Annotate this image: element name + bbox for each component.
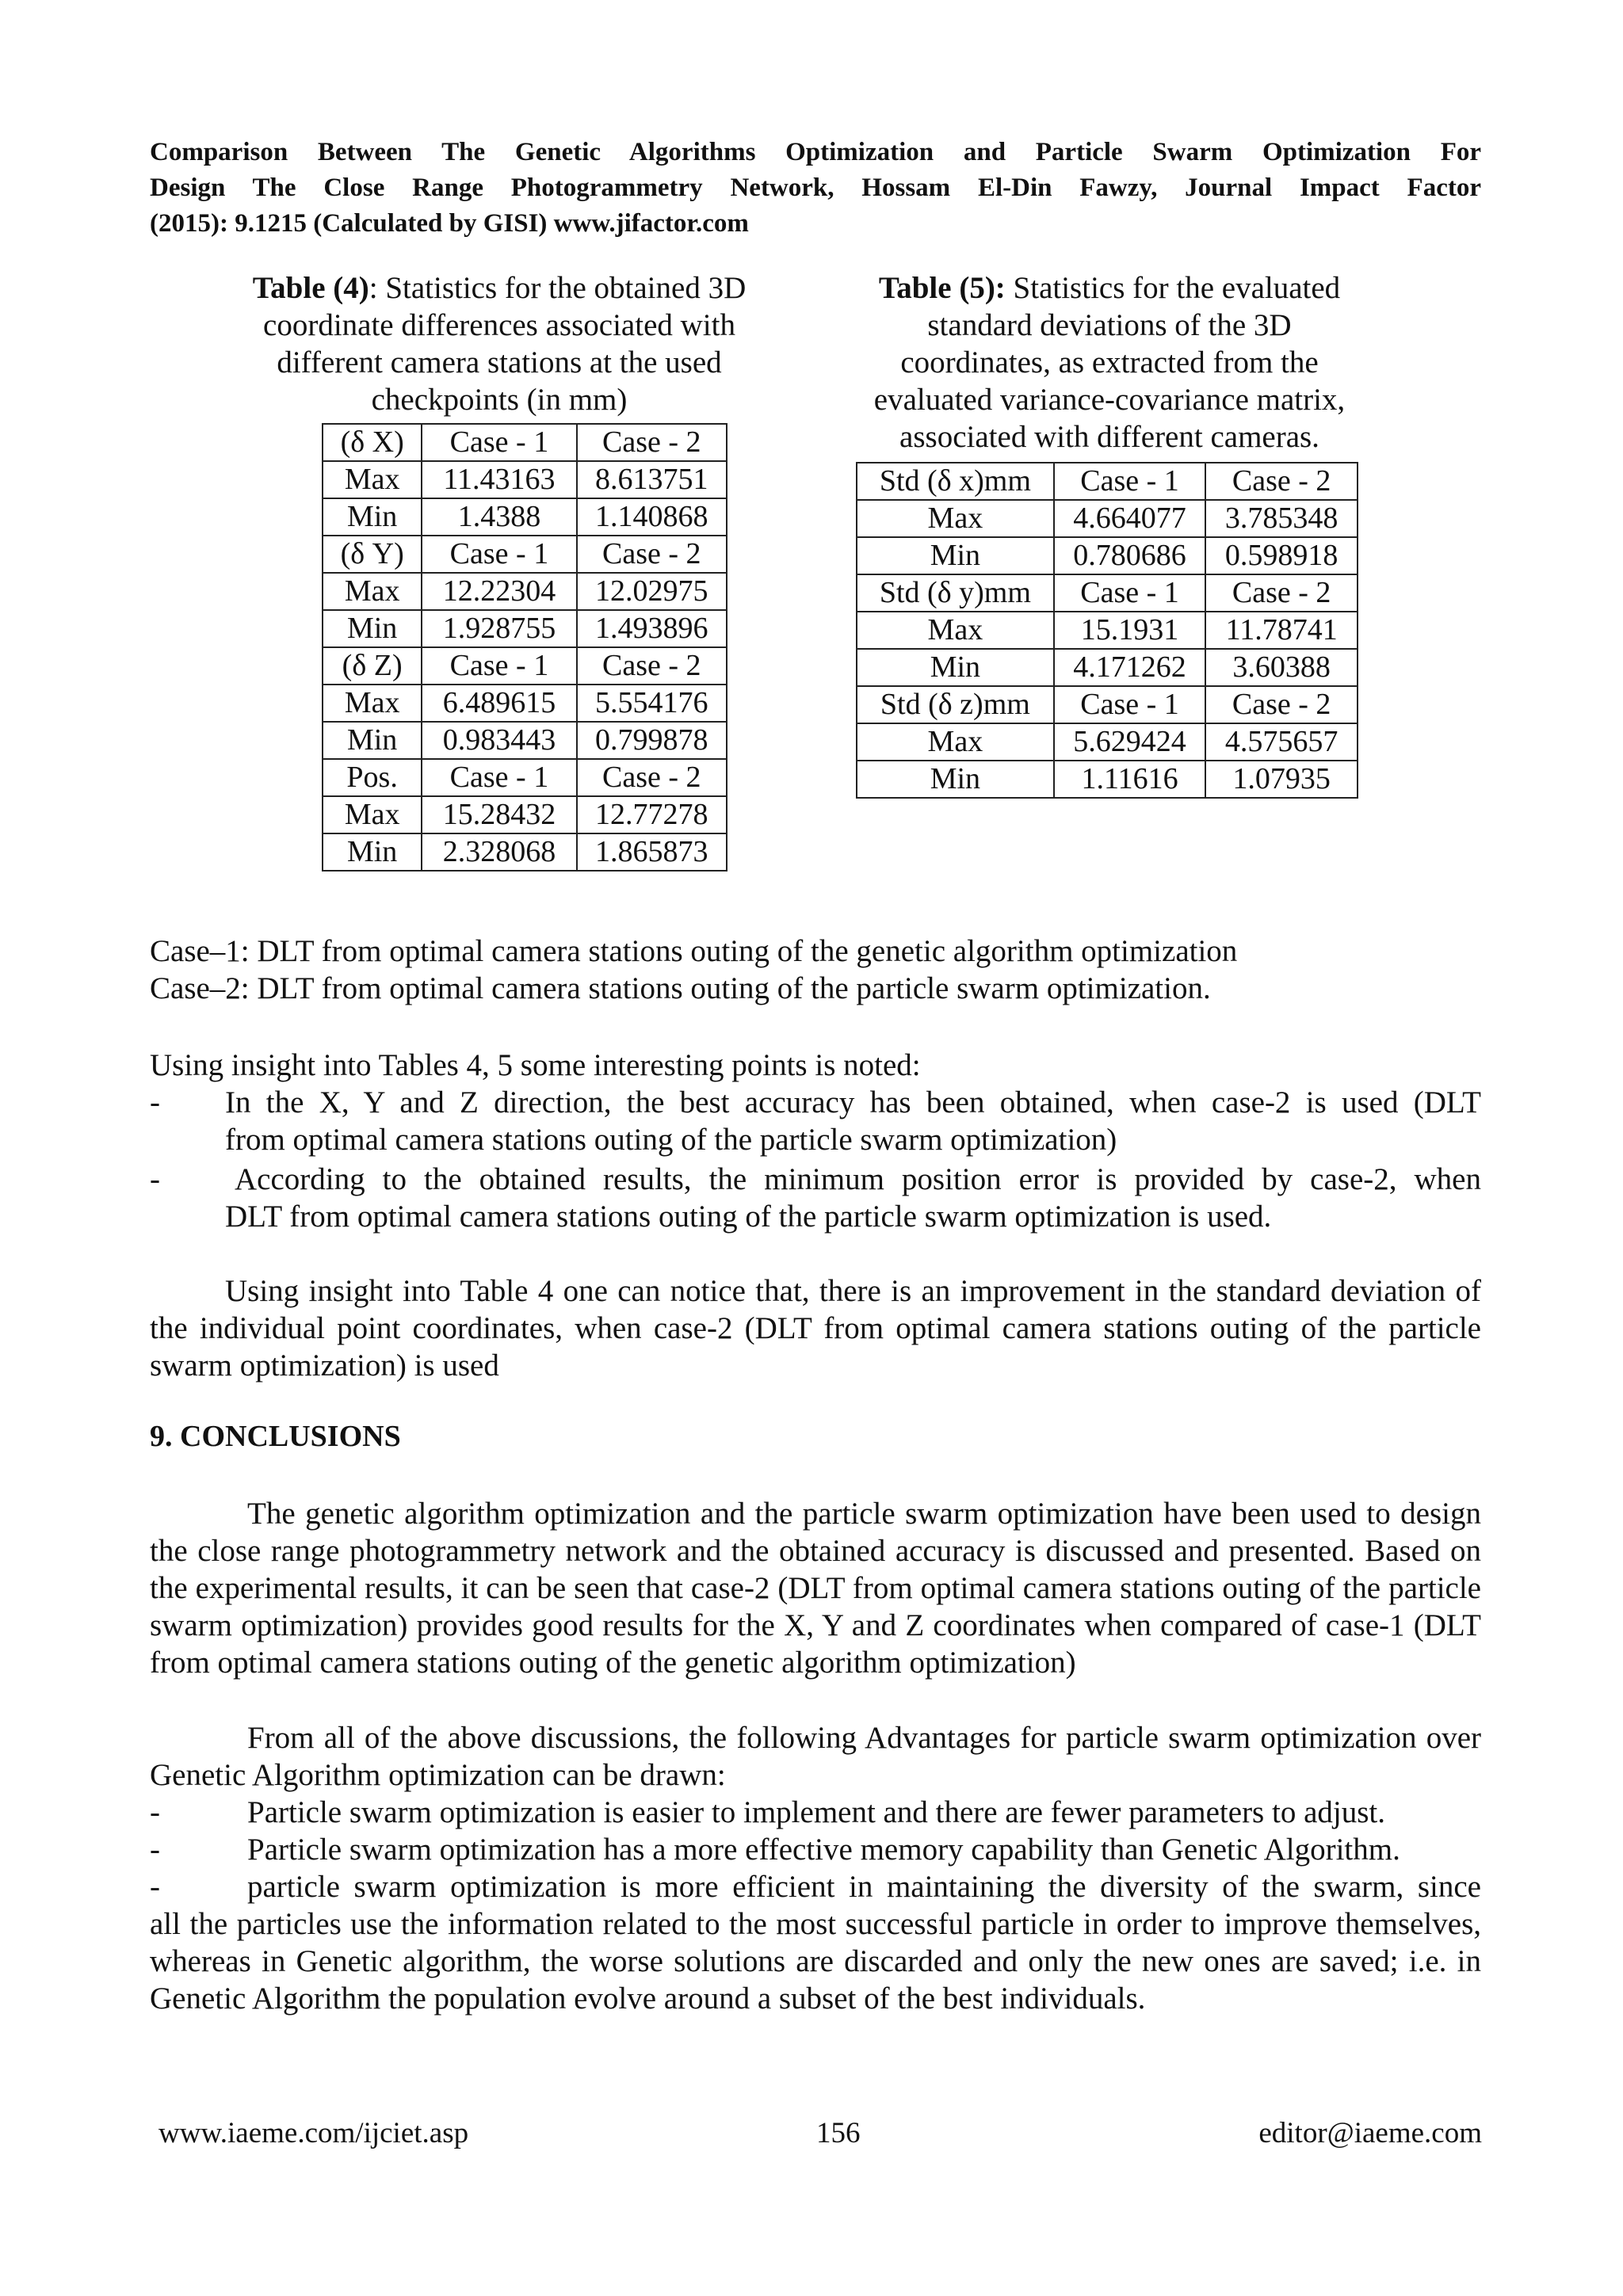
table-row <box>857 500 1358 537</box>
conclusions-paragraph-2: From all of the above discussions, the following Advantages for particle swarm optimization over Genetic Algorithm optimization can be drawn: <box>150 1721 1481 1792</box>
table5-caption-line-2: standard deviations of the 3D <box>927 308 1292 342</box>
table4-caption-line-4: checkpoints (in mm) <box>371 383 628 417</box>
table-cell: 8.613751 <box>577 461 727 498</box>
table5-caption-line-5: associated with different cameras. <box>899 420 1319 454</box>
table-cell: Case - 1 <box>1054 463 1206 500</box>
table-cell: 1.140868 <box>577 498 727 536</box>
table-cell: Max <box>323 685 422 722</box>
table-row <box>323 498 727 536</box>
table4-caption-line-2: coordinate differences associated with <box>263 308 735 342</box>
table-cell: Std (δ x)mm <box>857 463 1054 500</box>
table-cell: (δ X) <box>323 424 422 461</box>
table-cell: Min <box>323 722 422 759</box>
table-cell: Case - 2 <box>577 759 727 796</box>
table-row <box>323 610 727 647</box>
table-row <box>857 612 1358 649</box>
table-cell: Case - 2 <box>1205 574 1358 612</box>
table-cell: Min <box>323 498 422 536</box>
table-row <box>323 685 727 722</box>
table-cell: Case - 1 <box>422 424 576 461</box>
table-cell: 2.328068 <box>422 833 576 871</box>
table-cell: 12.02975 <box>577 573 727 610</box>
table-cell: Case - 2 <box>577 647 727 685</box>
table-cell: Case - 2 <box>1205 463 1358 500</box>
advantage-1: Particle swarm optimization is easier to implement and there are fewer parameters to adjust. <box>247 1795 1385 1829</box>
table5-caption <box>840 269 1379 456</box>
table-cell: 0.799878 <box>577 722 727 759</box>
table-cell: Case - 2 <box>577 536 727 573</box>
table-cell: 4.664077 <box>1054 500 1206 537</box>
table5-label: Table (5): <box>878 271 1006 305</box>
table4-caption-line-1: Table (4): Statistics for the obtained 3D <box>252 271 747 305</box>
table-row <box>323 424 727 461</box>
table-cell: Max <box>323 796 422 833</box>
table-cell: Case - 1 <box>1054 686 1206 723</box>
advantage-2-dash: - <box>150 1833 160 1867</box>
footer-email-link[interactable]: editor@iaeme.com <box>1258 2117 1482 2149</box>
table-cell: Case - 1 <box>422 536 576 573</box>
table-cell: 11.78741 <box>1205 612 1358 649</box>
table-cell: 1.11616 <box>1054 761 1206 798</box>
table-cell: 0.598918 <box>1205 537 1358 574</box>
table-cell: 1.865873 <box>577 833 727 871</box>
table-row <box>857 649 1358 686</box>
table-cell: 1.493896 <box>577 610 727 647</box>
table-cell: 4.575657 <box>1205 723 1358 761</box>
advantage-2: Particle swarm optimization has a more effective memory capability than Genetic Algorithm. <box>247 1833 1400 1867</box>
table-row <box>323 573 727 610</box>
table-row <box>323 461 727 498</box>
table-cell: Case - 1 <box>422 647 576 685</box>
table-cell: Max <box>857 612 1054 649</box>
table-row <box>323 833 727 871</box>
table-cell: (δ Z) <box>323 647 422 685</box>
table-cell: 15.28432 <box>422 796 576 833</box>
table-cell: 1.928755 <box>422 610 576 647</box>
table-cell: Max <box>857 723 1054 761</box>
table-cell: Min <box>323 610 422 647</box>
table-row <box>857 537 1358 574</box>
table-cell: Min <box>857 537 1054 574</box>
table-cell: Max <box>323 573 422 610</box>
running-header-line-2: Design The Close Range Photogrammetry Network, Hossam El-Din Fawzy, Journal Impact Factor <box>150 174 1481 202</box>
table-row <box>857 463 1358 500</box>
table5-caption-line-1: Table (5): Statistics for the evaluated <box>878 271 1341 305</box>
footer-website-link[interactable]: www.iaeme.com/ijciet.asp <box>158 2117 469 2149</box>
case-1-definition: Case–1: DLT from optimal camera stations outing of the genetic algorithm optimization <box>150 934 1238 968</box>
table-row <box>323 796 727 833</box>
table-cell: Std (δ z)mm <box>857 686 1054 723</box>
running-header-line-3: (2015): 9.1215 (Calculated by GISI) www.jifactor.com <box>150 209 749 238</box>
table-cell: 12.22304 <box>422 573 576 610</box>
advantage-3-dash: - <box>150 1870 160 1904</box>
table-row <box>323 536 727 573</box>
table-cell: 4.171262 <box>1054 649 1206 686</box>
table-cell: 1.4388 <box>422 498 576 536</box>
table-cell: 0.780686 <box>1054 537 1206 574</box>
table4-caption <box>246 269 753 418</box>
table-cell: 3.785348 <box>1205 500 1358 537</box>
table4-label: Table (4) <box>252 271 369 305</box>
table-cell: 6.489615 <box>422 685 576 722</box>
table-row <box>857 686 1358 723</box>
table5-caption-line-3: coordinates, as extracted from the <box>900 345 1319 379</box>
table-cell: Min <box>857 761 1054 798</box>
table-cell: Max <box>323 461 422 498</box>
table-cell: Case - 1 <box>1054 574 1206 612</box>
section-heading-conclusions: 9. CONCLUSIONS <box>150 1420 401 1453</box>
advantage-3-first-line: particle swarm optimization is more efficient in maintaining the diversity of the swarm, since <box>247 1870 1481 1904</box>
insight-bullet-2-dash: - <box>150 1162 160 1196</box>
table-cell: Max <box>857 500 1054 537</box>
table-cell: Case - 2 <box>1205 686 1358 723</box>
table4-caption-line-3: different camera stations at the used <box>277 345 722 379</box>
table-cell: Case - 2 <box>577 424 727 461</box>
table-cell: 15.1931 <box>1054 612 1206 649</box>
table-cell: 12.77278 <box>577 796 727 833</box>
table-cell: Case - 1 <box>422 759 576 796</box>
table-cell: 11.43163 <box>422 461 576 498</box>
table-cell: 1.07935 <box>1205 761 1358 798</box>
advantage-1-dash: - <box>150 1795 160 1829</box>
footer-page-number: 156 <box>816 2117 861 2149</box>
insight-bullet-2-line-1: According to the obtained results, the minimum position error is provided by case-2, when <box>235 1162 1481 1196</box>
table5-caption-line-4: evaluated variance-covariance matrix, <box>873 383 1346 417</box>
table-cell: Min <box>323 833 422 871</box>
table-cell: (δ Y) <box>323 536 422 573</box>
insight-bullet-1-line-1: In the X, Y and Z direction, the best accuracy has been obtained, when case-2 is used (DLT <box>225 1085 1481 1119</box>
table-row <box>323 759 727 796</box>
table-row <box>857 723 1358 761</box>
table-cell: Std (δ y)mm <box>857 574 1054 612</box>
advantage-3-continuation: all the particles use the information related to the most successful particle in order to improve themselves, whereas in Genetic algorithm, the worse solutions are discarded and only the new ones are saved; i.e. in Genetic Algorithm the population evolve around a subset of the best individuals. <box>150 1907 1481 2016</box>
conclusions-paragraph-1: The genetic algorithm optimization and the particle swarm optimization have been used to design the close range photogrammetry network and the obtained accuracy is discussed and presented. Based on the experimental results, it can be seen that case-2 (DLT from optimal camera stations outing of the particle swarm optimization) provides good results for the X, Y and Z coordinates when compared of case-1 (DLT from optimal camera stations outing of the genetic algorithm optimization) <box>150 1497 1481 1680</box>
table-row <box>857 761 1358 798</box>
table-cell: Pos. <box>323 759 422 796</box>
table-row <box>323 722 727 759</box>
insight-intro: Using insight into Tables 4, 5 some interesting points is noted: <box>150 1048 921 1082</box>
table-cell: 0.983443 <box>422 722 576 759</box>
insight-bullet-1-dash: - <box>150 1085 160 1119</box>
insight-bullet-2-line-2: DLT from optimal camera stations outing of the particle swarm optimization is used. <box>225 1199 1272 1234</box>
table-row <box>857 574 1358 612</box>
table-row <box>323 647 727 685</box>
table-cell: 5.629424 <box>1054 723 1206 761</box>
table4 <box>322 423 727 871</box>
table5 <box>856 462 1358 799</box>
table-cell: 3.60388 <box>1205 649 1358 686</box>
case-2-definition: Case–2: DLT from optimal camera stations outing of the particle swarm optimization. <box>150 971 1211 1005</box>
insight-paragraph: Using insight into Table 4 one can notice that, there is an improvement in the standard deviation of the individual point coordinates, when case-2 (DLT from optimal camera stations outing of the particle swarm optimization) is used <box>150 1274 1481 1383</box>
table-cell: 5.554176 <box>577 685 727 722</box>
table-cell: Min <box>857 649 1054 686</box>
insight-bullet-1-line-2: from optimal camera stations outing of the particle swarm optimization) <box>225 1123 1117 1157</box>
running-header-line-1: Comparison Between The Genetic Algorithms Optimization and Particle Swarm Optimization For <box>150 138 1481 166</box>
